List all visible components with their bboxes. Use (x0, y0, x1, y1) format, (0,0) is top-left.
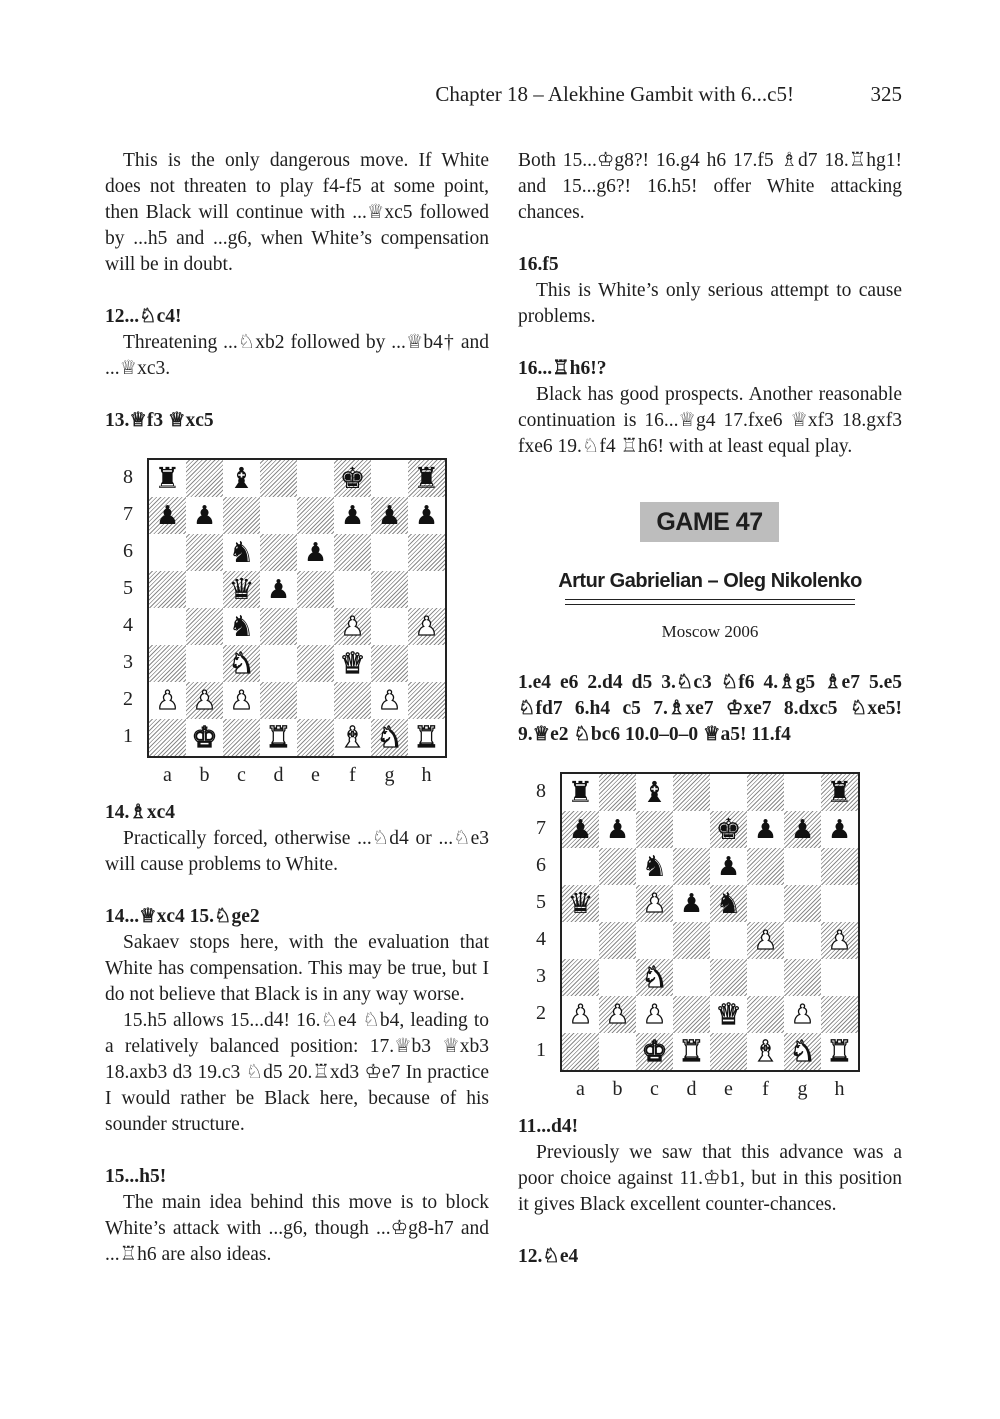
move-heading: 16.f5 (518, 254, 559, 275)
white-pawn-icon: ♟ (414, 611, 439, 642)
board-square (223, 682, 260, 719)
rank-label: 3 (123, 650, 133, 673)
board-square (562, 885, 599, 922)
board-square (149, 682, 186, 719)
move-heading: 13.♕f3 ♕xc5 (105, 410, 214, 431)
move-heading: 11...d4! (518, 1116, 579, 1137)
chess-board (560, 772, 860, 1072)
board-square (260, 682, 297, 719)
board-square (710, 774, 747, 811)
board-square (149, 645, 186, 682)
white-pawn-icon: ♟ (192, 685, 217, 716)
black-bishop-icon: ♝ (641, 775, 668, 809)
rank-label: 1 (536, 1038, 546, 1061)
board-square (186, 645, 223, 682)
rank-label: 8 (536, 779, 546, 802)
board-square (636, 848, 673, 885)
file-label: a (576, 1078, 585, 1100)
white-knight-icon: ♞ (228, 646, 255, 680)
board-square (334, 460, 371, 497)
white-pawn-icon: ♟ (790, 999, 815, 1030)
rank-label: 4 (536, 927, 546, 950)
white-knight-icon: ♞ (376, 720, 403, 754)
board-square (260, 460, 297, 497)
file-label: b (199, 764, 210, 786)
board-square (747, 774, 784, 811)
board-square (260, 645, 297, 682)
board-square (562, 774, 599, 811)
board-square (784, 774, 821, 811)
black-pawn-icon: ♟ (377, 500, 402, 531)
board-square (784, 848, 821, 885)
board-square (636, 996, 673, 1033)
black-pawn-icon: ♟ (192, 500, 217, 531)
black-king-icon: ♚ (339, 461, 366, 495)
white-pawn-icon: ♟ (377, 685, 402, 716)
black-knight-icon: ♞ (228, 609, 255, 643)
white-queen-icon: ♛ (715, 997, 742, 1031)
move-heading: 12...♘c4! (105, 306, 182, 327)
board-square (747, 959, 784, 996)
board-square (784, 959, 821, 996)
white-rook-icon: ♜ (265, 720, 292, 754)
board-square (821, 996, 858, 1033)
white-king-icon: ♚ (191, 720, 218, 754)
file-label: a (163, 764, 172, 786)
file-label: h (421, 764, 432, 786)
board-square (260, 534, 297, 571)
board-square (297, 719, 334, 756)
board-square (334, 497, 371, 534)
board-square (710, 996, 747, 1033)
board-square (408, 645, 445, 682)
board-square (223, 497, 260, 534)
black-pawn-icon: ♟ (753, 814, 778, 845)
black-pawn-icon: ♟ (266, 574, 291, 605)
board-square (673, 959, 710, 996)
players-line: Artur Gabrielian – Oleg Nikolenko (558, 570, 862, 592)
file-label: d (686, 1078, 697, 1100)
board-square (747, 996, 784, 1033)
board-square (371, 682, 408, 719)
chess-diagram-2 (518, 772, 918, 1107)
rank-label: 7 (536, 816, 546, 839)
rank-label: 5 (123, 576, 133, 599)
board-square (334, 534, 371, 571)
board-square (334, 645, 371, 682)
board-square (710, 959, 747, 996)
black-knight-icon: ♞ (715, 886, 742, 920)
chess-diagram-1 (105, 458, 505, 793)
board-square (186, 534, 223, 571)
board-square (599, 811, 636, 848)
game-moves (518, 670, 902, 748)
board-square (371, 571, 408, 608)
move-heading: 15...h5! (105, 1166, 167, 1187)
board-square (371, 719, 408, 756)
move-heading: 14...♕xc4 15.♘ge2 (105, 906, 260, 927)
board-square (149, 497, 186, 534)
board-square (371, 497, 408, 534)
board-square (673, 1033, 710, 1070)
board-square (673, 848, 710, 885)
board-square (334, 719, 371, 756)
board-square (673, 811, 710, 848)
board-square (371, 460, 408, 497)
board-square (599, 848, 636, 885)
rank-label: 1 (123, 724, 133, 747)
board-square (599, 959, 636, 996)
board-square (636, 959, 673, 996)
paragraph: This is White’s only serious attempt to cause problems. (518, 280, 902, 327)
paragraph: Previously we saw that this advance was a poor choice against 11.♔b1, but in this position it gives Black excellent counter-chances. (518, 1142, 902, 1215)
white-pawn-icon: ♟ (753, 925, 778, 956)
board-square (710, 1033, 747, 1070)
black-rook-icon: ♜ (413, 461, 440, 495)
rank-label: 2 (536, 1001, 546, 1024)
rank-label: 4 (123, 613, 133, 636)
board-square (297, 682, 334, 719)
left-column-bottom (105, 800, 489, 1268)
file-label: g (797, 1078, 808, 1100)
board-square (710, 922, 747, 959)
black-knight-icon: ♞ (641, 849, 668, 883)
board-square (297, 571, 334, 608)
board-square (821, 848, 858, 885)
white-pawn-icon: ♟ (229, 685, 254, 716)
board-square (186, 682, 223, 719)
white-pawn-icon: ♟ (155, 685, 180, 716)
board-square (371, 645, 408, 682)
white-pawn-icon: ♟ (605, 999, 630, 1030)
white-pawn-icon: ♟ (642, 999, 667, 1030)
game-number-box (640, 502, 779, 542)
board-square (223, 571, 260, 608)
board-square (297, 645, 334, 682)
running-title: Chapter 18 – Alekhine Gambit with 6...c5! (435, 82, 794, 106)
white-pawn-icon: ♟ (568, 999, 593, 1030)
board-square (710, 848, 747, 885)
board-square (223, 608, 260, 645)
white-king-icon: ♚ (641, 1034, 668, 1068)
black-pawn-icon: ♟ (827, 814, 852, 845)
board-square (673, 922, 710, 959)
right-column-top (518, 148, 902, 460)
board-square (186, 571, 223, 608)
rank-label: 8 (123, 465, 133, 488)
board-square (223, 460, 260, 497)
black-pawn-icon: ♟ (716, 851, 741, 882)
board-square (297, 497, 334, 534)
file-label: g (384, 764, 395, 786)
board-square (562, 996, 599, 1033)
board-square (636, 885, 673, 922)
board-square (408, 571, 445, 608)
white-pawn-icon: ♟ (340, 611, 365, 642)
board-square (747, 811, 784, 848)
white-bishop-icon: ♝ (339, 720, 366, 754)
paragraph: Both 15...♔g8?! 16.g4 h6 17.f5 ♗d7 18.♖hg1! and 15...g6?! 16.h5! offer White attacking chances. (518, 150, 902, 223)
black-knight-icon: ♞ (228, 535, 255, 569)
black-pawn-icon: ♟ (155, 500, 180, 531)
board-square (186, 460, 223, 497)
move-heading: 16...♖h6!? (518, 358, 607, 379)
divider (565, 604, 855, 605)
board-square (408, 534, 445, 571)
file-label: c (650, 1078, 659, 1100)
paragraph: This is the only dangerous move. If White does not threaten to play f4-f5 at some point, then Black will continue with ...♕xc5 followed by ...h5 and ...g6, when White’s compensation will be in doubt. (105, 150, 489, 275)
file-label: c (237, 764, 246, 786)
black-bishop-icon: ♝ (228, 461, 255, 495)
board-square (784, 1033, 821, 1070)
file-label: e (311, 764, 320, 786)
board-square (710, 811, 747, 848)
file-label: d (273, 764, 284, 786)
board-square (408, 719, 445, 756)
board-square (599, 922, 636, 959)
file-label: b (612, 1078, 623, 1100)
board-square (186, 719, 223, 756)
board-square (747, 922, 784, 959)
board-square (562, 959, 599, 996)
board-square (673, 996, 710, 1033)
board-square (260, 719, 297, 756)
rank-label: 6 (536, 853, 546, 876)
board-square (784, 885, 821, 922)
page-number: 325 (870, 82, 902, 106)
board-square (784, 996, 821, 1033)
black-pawn-icon: ♟ (679, 888, 704, 919)
board-square (223, 534, 260, 571)
white-rook-icon: ♜ (826, 1034, 853, 1068)
board-square (223, 645, 260, 682)
rank-label: 2 (123, 687, 133, 710)
page-header (105, 82, 902, 112)
board-square (260, 608, 297, 645)
move-heading: 14.♗xc4 (105, 802, 176, 823)
venue: Moscow 2006 (661, 622, 759, 641)
board-square (599, 996, 636, 1033)
black-king-icon: ♚ (715, 812, 742, 846)
board-square (297, 534, 334, 571)
paragraph: Practically forced, otherwise ...♘d4 or ...♘e3 will cause problems to White. (105, 828, 489, 875)
board-square (186, 608, 223, 645)
board-square (334, 571, 371, 608)
paragraph: Sakaev stops here, with the evaluation that White has compensation. This may be true, but I do not believe that Black is in any way worse. (105, 932, 489, 1005)
board-square (149, 719, 186, 756)
paragraph: The main idea behind this move is to block White’s attack with ...g6, though ...♔g8-h7 and ...♖h6 are also ideas. (105, 1192, 489, 1265)
black-queen-icon: ♛ (228, 572, 255, 606)
board-square (149, 571, 186, 608)
board-square (636, 774, 673, 811)
board-square (149, 608, 186, 645)
move-sequence: 1.e4 e6 2.d4 d5 3.♘c3 ♘f6 4.♗g5 ♗e7 5.e5 ♘fd7 6.h4 c5 7.♗xe7 ♔xe7 8.dxc5 ♘xe5! 9.♕e2 ♘bc6 10.0–0–0 ♕a5! 11.f4 (518, 672, 902, 745)
board-square (821, 1033, 858, 1070)
paragraph: Threatening ...♘xb2 followed by ...♕b4† and ...♕xc3. (105, 332, 489, 379)
board-square (186, 497, 223, 534)
board-square (784, 922, 821, 959)
board-square (636, 811, 673, 848)
white-knight-icon: ♞ (789, 1034, 816, 1068)
board-square (599, 774, 636, 811)
board-square (747, 885, 784, 922)
board-square (747, 848, 784, 885)
board-square (821, 811, 858, 848)
paragraph: Black has good prospects. Another reasonable continuation is 16...♕g4 17.fxe6 ♕xf3 18.gxf3 fxe6 19.♘f4 ♖h6! with at least equal play. (518, 384, 902, 457)
file-label: f (349, 764, 356, 786)
file-label: h (834, 1078, 845, 1100)
black-rook-icon: ♜ (826, 775, 853, 809)
board-square (673, 774, 710, 811)
board-square (821, 959, 858, 996)
board-square (673, 885, 710, 922)
board-square (562, 922, 599, 959)
left-column-top (105, 148, 489, 434)
black-pawn-icon: ♟ (414, 500, 439, 531)
rank-label: 5 (536, 890, 546, 913)
board-square (297, 460, 334, 497)
board-square (821, 774, 858, 811)
board-square (149, 534, 186, 571)
white-bishop-icon: ♝ (752, 1034, 779, 1068)
rank-label: 6 (123, 539, 133, 562)
white-knight-icon: ♞ (641, 960, 668, 994)
board-square (562, 811, 599, 848)
chess-board (147, 458, 447, 758)
board-square (334, 608, 371, 645)
black-pawn-icon: ♟ (605, 814, 630, 845)
divider (565, 599, 855, 600)
board-square (599, 1033, 636, 1070)
board-square (747, 1033, 784, 1070)
board-square (371, 534, 408, 571)
white-pawn-icon: ♟ (827, 925, 852, 956)
board-square (334, 682, 371, 719)
board-square (636, 922, 673, 959)
move-heading: 12.♘e4 (518, 1246, 579, 1267)
black-rook-icon: ♜ (154, 461, 181, 495)
board-square (784, 811, 821, 848)
file-label: f (762, 1078, 769, 1100)
white-rook-icon: ♜ (678, 1034, 705, 1068)
game-label: GAME 47 (656, 507, 763, 536)
rank-label: 3 (536, 964, 546, 987)
board-square (710, 885, 747, 922)
black-pawn-icon: ♟ (568, 814, 593, 845)
black-pawn-icon: ♟ (303, 537, 328, 568)
board-square (223, 719, 260, 756)
board-square (408, 497, 445, 534)
white-rook-icon: ♜ (413, 720, 440, 754)
board-square (149, 460, 186, 497)
board-square (260, 571, 297, 608)
board-square (371, 608, 408, 645)
file-label: e (724, 1078, 733, 1100)
board-square (297, 608, 334, 645)
black-pawn-icon: ♟ (790, 814, 815, 845)
black-rook-icon: ♜ (567, 775, 594, 809)
board-square (821, 885, 858, 922)
right-column-bottom (518, 1114, 902, 1270)
board-square (408, 682, 445, 719)
board-square (408, 460, 445, 497)
board-square (636, 1033, 673, 1070)
board-square (562, 848, 599, 885)
board-square (408, 608, 445, 645)
white-pawn-icon: ♟ (642, 888, 667, 919)
board-square (562, 1033, 599, 1070)
board-square (821, 922, 858, 959)
black-pawn-icon: ♟ (340, 500, 365, 531)
paragraph: 15.h5 allows 15...d4! 16.♘e4 ♘b4, leading to a relatively balanced position: 17.♕b3 ♕xb3 18.axb3 d3 19.c3 ♘d5 20.♖xd3 ♔e7 In practice I would rather be Black here, because of his sounder structure. (105, 1010, 489, 1135)
black-queen-icon: ♛ (567, 886, 594, 920)
board-square (599, 885, 636, 922)
white-queen-icon: ♛ (339, 646, 366, 680)
rank-label: 7 (123, 502, 133, 525)
board-square (260, 497, 297, 534)
